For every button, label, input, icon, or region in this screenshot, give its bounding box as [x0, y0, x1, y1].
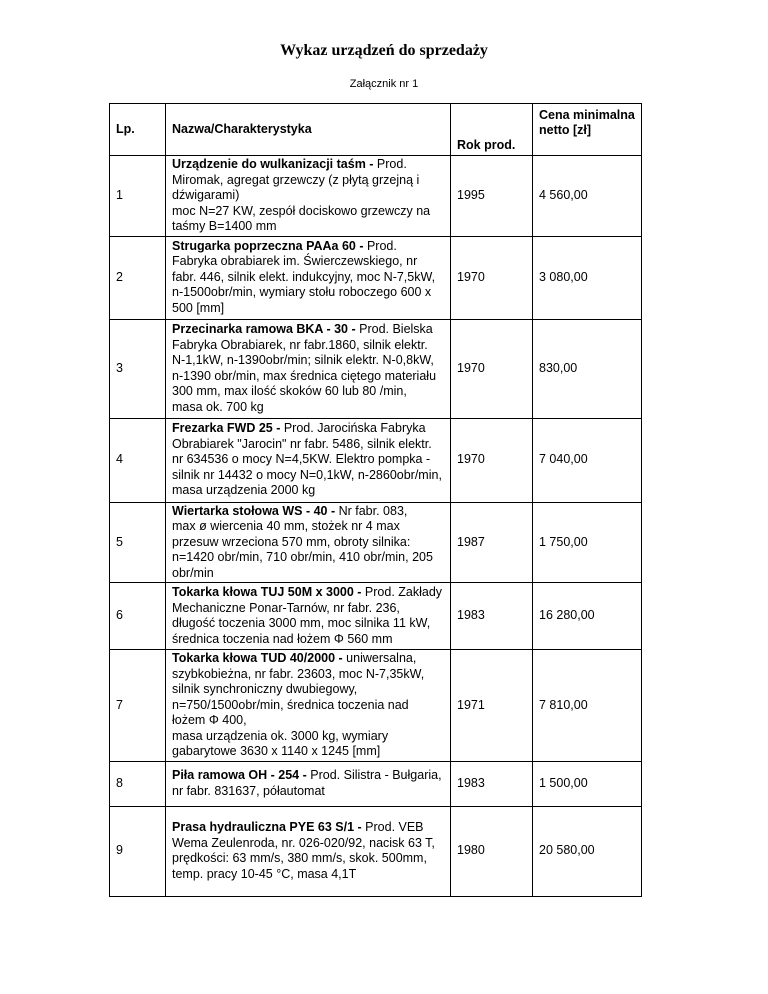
equipment-description: [166, 761, 451, 806]
equipment-name: Urządzenie do wulkanizacji taśm -: [172, 157, 374, 171]
minimum-price: 3 080,00: [533, 236, 642, 319]
production-year: 1983: [451, 583, 533, 650]
equipment-details: Nr fabr. 083, max ø wiercenia 40 mm, stożek nr 4 max przesuw wrzeciona 570 mm, obroty silnika: n=1420 obr/min, 710 obr/min, 410 obr/min, 205 obr/min: [172, 503, 433, 580]
equipment-details: Prod. Silistra - Bułgaria, nr fabr. 831637, półautomat: [172, 768, 442, 798]
equipment-description: [166, 583, 451, 650]
attachment-label: Załącznik nr 1: [349, 78, 419, 90]
equipment-details: Prod. Zakłady Mechaniczne Ponar-Tarnów, nr fabr. 236, długość toczenia 3000 mm, moc silnika 11 kW, średnica toczenia nad łożem Φ 560 mm: [172, 585, 443, 646]
minimum-price: 830,00: [533, 319, 642, 418]
table-row: [110, 583, 642, 650]
table-header-row: [110, 104, 642, 156]
equipment-name: Frezarka FWD 25 -: [172, 421, 281, 436]
production-year: 1983: [451, 761, 533, 806]
row-number: 4: [110, 418, 166, 502]
equipment-details: Prod. VEB Wema Zeulenroda, nr. 026-020/92, nacisk 63 T, prędkości: 63 mm/s, 380 mm/s, skok. 500mm, temp. pracy 10-45 °C, masa 4,1T: [172, 820, 435, 881]
minimum-price: 7 810,00: [533, 650, 642, 762]
equipment-name: Wiertarka stołowa WS - 40 -: [172, 503, 336, 518]
row-number: 9: [110, 806, 166, 896]
document-title: Wykaz urządzeń do sprzedaży: [280, 42, 488, 59]
production-year: 1970: [451, 319, 533, 418]
equipment-details: Prod. Jarocińska Fabryka Obrabiarek "Jarocin" nr fabr. 5486, silnik elektr. nr 634536 o mocy N=4,5KW. Elektro pompka - silnik nr 14432 o mocy N=0,1kW, n-2860obr/min, masa urządzenia 2000 kg: [172, 421, 442, 498]
production-year: 1970: [451, 418, 533, 502]
minimum-price: 20 580,00: [533, 806, 642, 896]
row-number: 1: [110, 156, 166, 237]
minimum-price: 7 040,00: [533, 418, 642, 502]
equipment-description: [166, 156, 451, 237]
production-year: 1987: [451, 502, 533, 583]
row-number: 3: [110, 319, 166, 418]
production-year: 1970: [451, 236, 533, 319]
table-row: [110, 650, 642, 762]
equipment-details: Prod. Fabryka obrabiarek im. Świerczewskiego, nr fabr. 446, silnik elekt. indukcyjny, moc N-7,5kW, n-1500obr/min, wymiary stołu roboczego 600 x 500 [mm]: [172, 238, 436, 315]
equipment-details: Prod. Bielska Fabryka Obrabiarek, nr fabr.1860, silnik elektr. N-1,1kW, n-1390obr/min; silnik elektr. N-0,8kW, n-1390 obr/min, max średnica ciętego materiału 300 mm, max ilość skoków 60 lub 80 /min, masa ok. 700 kg: [172, 322, 437, 414]
equipment-description: [166, 650, 451, 762]
equipment-name: Przecinarka ramowa BKA - 30 -: [172, 322, 356, 336]
row-number: 7: [110, 650, 166, 762]
header-name: Nazwa/Charakterystyka: [166, 104, 451, 156]
production-year: 1971: [451, 650, 533, 762]
equipment-details: uniwersalna, szybkobieżna, nr fabr. 23603, moc N-7,35kW, silnik synchroniczny dwubiegowy, n=750/1500obr/min, średnica toczenia nad łożem Φ 400, masa urządzenia ok. 3000 kg, wymiary gabarytowe 3630 x 1140 x 1245 [mm]: [172, 651, 425, 758]
production-year: 1980: [451, 806, 533, 896]
table-row: [110, 806, 642, 896]
table-row: [110, 319, 642, 418]
production-year: 1995: [451, 156, 533, 237]
equipment-description: [166, 806, 451, 896]
row-number: 6: [110, 583, 166, 650]
equipment-table: [109, 103, 642, 897]
table-row: [110, 418, 642, 502]
table-row: [110, 502, 642, 583]
equipment-name: Tokarka kłowa TUD 40/2000 -: [172, 651, 343, 665]
header-year: Rok prod.: [451, 104, 533, 156]
equipment-description: [166, 236, 451, 319]
row-number: 8: [110, 761, 166, 806]
table-row: [110, 236, 642, 319]
equipment-name: Prasa hydrauliczna PYE 63 S/1 -: [172, 820, 362, 834]
table-row: [110, 761, 642, 806]
header-lp: Lp.: [110, 104, 166, 156]
header-price: Cena minimalna netto [zł]: [533, 104, 642, 156]
equipment-description: [166, 502, 451, 583]
row-number: 5: [110, 502, 166, 583]
row-number: 2: [110, 236, 166, 319]
equipment-name: Tokarka kłowa TUJ 50M x 3000 -: [172, 585, 362, 599]
equipment-name: Piła ramowa OH - 254 -: [172, 768, 307, 782]
minimum-price: 4 560,00: [533, 156, 642, 237]
equipment-description: [166, 319, 451, 418]
equipment-name: Strugarka poprzeczna PAAa 60 -: [172, 238, 364, 253]
minimum-price: 1 750,00: [533, 502, 642, 583]
minimum-price: 16 280,00: [533, 583, 642, 650]
equipment-description: [166, 418, 451, 502]
table-row: [110, 156, 642, 237]
minimum-price: 1 500,00: [533, 761, 642, 806]
equipment-details: Prod. Miromak, agregat grzewczy (z płytą grzejną i dźwigarami) moc N=27 KW, zespół dociskowo grzewczy na taśmy B=1400 mm: [172, 157, 431, 233]
